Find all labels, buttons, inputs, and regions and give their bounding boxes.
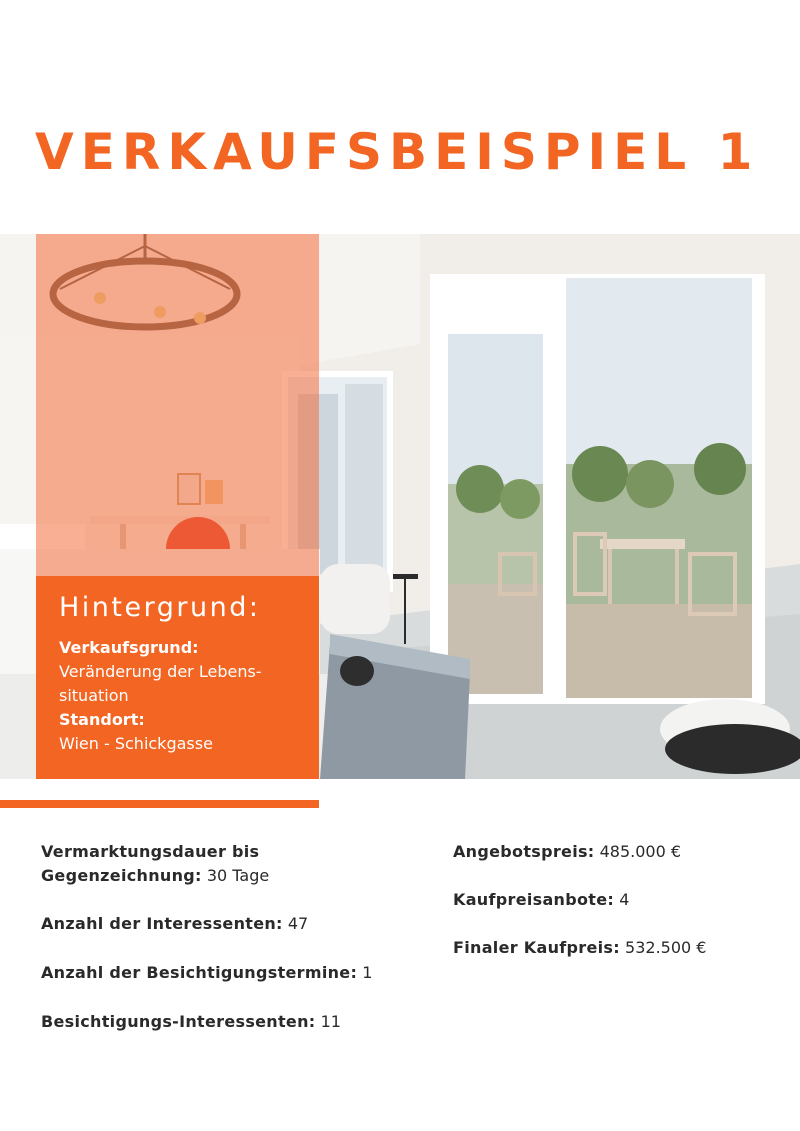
offers-value: 4 (619, 890, 630, 909)
interested-label: Anzahl der Interessenten: (41, 914, 283, 933)
stat-final-price (453, 936, 706, 960)
stat-asking-price (453, 840, 681, 864)
location-label: Standort: (59, 710, 145, 729)
stat-offers (453, 888, 629, 912)
viewings-value: 1 (362, 963, 373, 982)
asking-price-value: 485.000 € (599, 842, 682, 861)
photo-tint-overlay (36, 234, 319, 576)
duration-label-line1: Vermarktungsdauer bis (41, 842, 260, 861)
offers-label: Kaufpreisanbote: (453, 890, 615, 909)
duration-label-line2: Gegenzeichnung: (41, 866, 202, 885)
viewings-label: Anzahl der Besichtigungstermine: (41, 963, 358, 982)
final-price-value: 532.500 € (625, 938, 707, 957)
stat-duration (41, 840, 269, 888)
page-title: VERKAUFSBEISPIEL 1 (35, 123, 760, 181)
viewing-interested-label: Besichtigungs-Interessenten: (41, 1012, 316, 1031)
stat-viewing-interested (41, 1010, 341, 1034)
stat-viewings (41, 961, 372, 985)
viewing-interested-value: 11 (320, 1012, 341, 1031)
reason-value-line2: situation (59, 686, 129, 705)
duration-value: 30 Tage (206, 866, 270, 885)
reason-value-line1: Veränderung der Lebens- (59, 662, 262, 681)
final-price-label: Finaler Kaufpreis: (453, 938, 620, 957)
accent-divider (0, 800, 319, 808)
asking-price-label: Angebotspreis: (453, 842, 595, 861)
info-heading: Hintergrund: (59, 592, 261, 623)
stat-interested (41, 912, 308, 936)
location-value: Wien - Schickgasse (59, 734, 213, 753)
reason-label: Verkaufsgrund: (59, 638, 199, 657)
background-info-box (36, 576, 319, 779)
interested-value: 47 (287, 914, 309, 933)
